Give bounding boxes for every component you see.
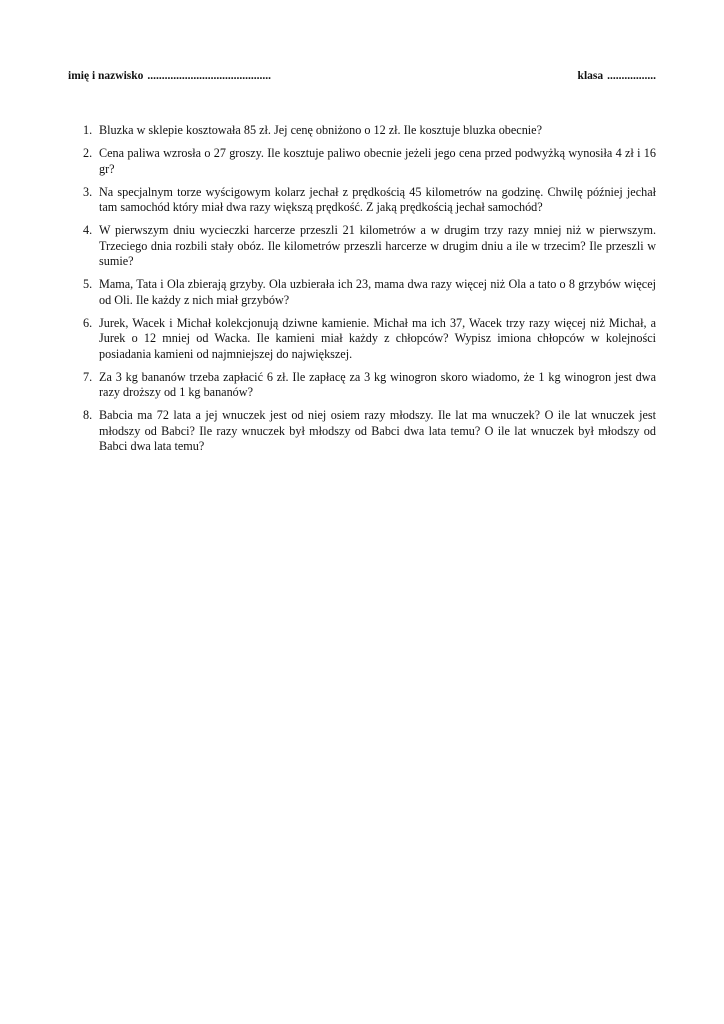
question-number: 4.: [83, 223, 93, 237]
worksheet-header: [68, 70, 656, 86]
question-text: Babcia ma 72 lata a jej wnuczek jest od niej osiem razy młodszy. Ile lat ma wnuczek? O ile lat wnuczek jest młodszy od Babci? Ile razy wnuczek był młodszy od Babci dwa lata temu? O ile lat wnuczek był młodszy od Babci dwa lata temu?: [99, 408, 656, 453]
name-field: [68, 70, 271, 82]
question-number: 7.: [83, 369, 93, 384]
question-number: 8.: [83, 408, 93, 422]
question-number: 1.: [83, 123, 93, 137]
question-number: 5.: [83, 277, 93, 291]
name-label: imię i nazwisko: [68, 70, 144, 82]
question-text: Bluzka w sklepie kosztowała 85 zł. Jej cenę obniżono o 12 zł. Ile kosztuje bluzka obecnie?: [99, 123, 543, 137]
question-item: [83, 146, 656, 177]
question-text: W pierwszym dniu wycieczki harcerze przeszli 21 kilometrów a w drugim trzy razy mniej niż w pierwszym. Trzeciego dnia rozbili stały obóz. Ile kilometrów przeszli harcerze w drugim dniu a ile w trzecim? Ile przeszli w sumie?: [99, 223, 656, 268]
question-item: [83, 185, 656, 216]
class-blank: .................: [607, 70, 656, 82]
question-item: [83, 223, 656, 270]
question-number: 6.: [83, 315, 93, 330]
class-label: klasa: [577, 70, 604, 82]
question-text: Cena paliwa wzrosła o 27 groszy. Ile kosztuje paliwo obecnie jeżeli jego cena przed podwyżką wynosiła 4 zł i 16 gr?: [99, 146, 656, 176]
name-blank: ...........................................: [147, 70, 272, 82]
question-item: [83, 277, 656, 308]
question-item: [83, 370, 656, 401]
question-list: [83, 123, 656, 462]
question-item: [83, 316, 656, 363]
question-text: Mama, Tata i Ola zbierają grzyby. Ola uzbierała ich 23, mama dwa razy więcej niż Ola a tato o 8 grzybów więcej od Oli. Ile każdy z nich miał grzybów?: [99, 277, 656, 307]
question-text: Jurek, Wacek i Michał kolekcjonują dziwne kamienie. Michał ma ich 37, Wacek trzy razy więcej niż Michał, a Jurek o 12 mniej od Wacka. Ile kamieni miał każdy z chłopców? Wypisz imiona chłopców w kolejności posiadania kamieni od najmniejszej do największej.: [99, 315, 656, 361]
question-number: 2.: [83, 146, 93, 160]
question-text: Na specjalnym torze wyścigowym kolarz jechał z prędkością 45 kilometrów na godzinę. Chwilę później jechał tam samochód który miał dwa razy większą prędkość. Z jaką prędkością jechał samochód?: [99, 184, 656, 214]
class-field: [578, 70, 656, 82]
question-number: 3.: [83, 184, 93, 199]
question-item: [83, 123, 656, 139]
question-item: [83, 408, 656, 455]
question-text: Za 3 kg bananów trzeba zapłacić 6 zł. Ile zapłacę za 3 kg winogron skoro wiadomo, że 1 kg winogron jest dwa razy droższy od 1 kg bananów?: [99, 369, 656, 399]
